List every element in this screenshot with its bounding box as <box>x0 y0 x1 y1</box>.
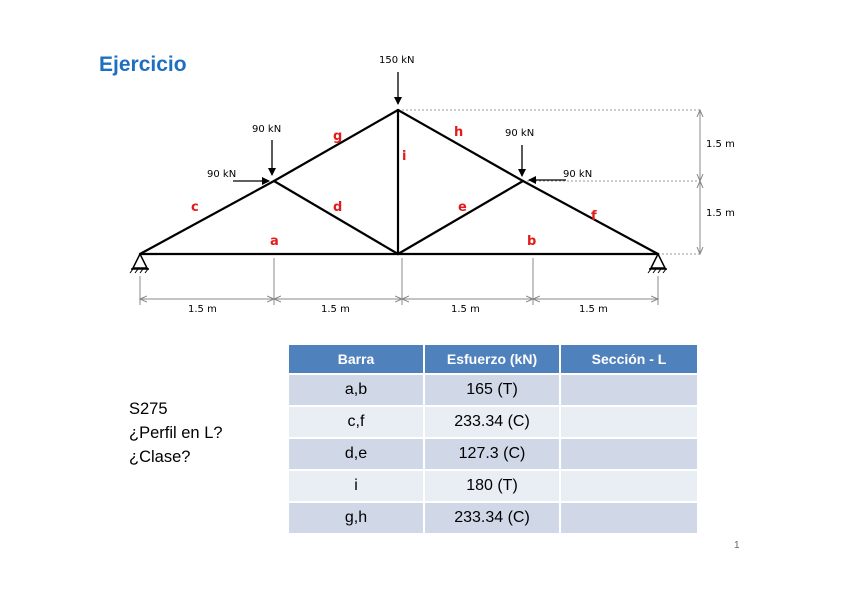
bar-label-c: c <box>191 200 199 215</box>
cell-section[interactable] <box>560 438 697 470</box>
cell-bar: i <box>289 470 424 502</box>
cell-force: 127.3 (C) <box>424 438 560 470</box>
member-h <box>398 110 523 181</box>
bar-label-d: d <box>333 200 343 215</box>
table-row <box>289 470 697 502</box>
note-profile-question: ¿Perfil en L? <box>129 424 223 442</box>
cell-bar: c,f <box>289 406 424 438</box>
bar-label-i: i <box>402 149 407 164</box>
support-left-icon <box>130 254 149 273</box>
bar-label-e: e <box>458 200 467 215</box>
cell-force: 233.34 (C) <box>424 502 560 533</box>
load-left-vertical-label: 90 kN <box>252 124 282 135</box>
load-top-label: 150 kN <box>379 55 415 66</box>
cell-bar: g,h <box>289 502 424 533</box>
member-d <box>274 181 398 254</box>
table-row <box>289 438 697 470</box>
cell-section[interactable] <box>560 406 697 438</box>
cell-force: 180 (T) <box>424 470 560 502</box>
dimension-label-vertical-lower: 1.5 m <box>706 208 735 219</box>
cell-bar: d,e <box>289 438 424 470</box>
dimension-label-2: 1.5 m <box>321 304 350 315</box>
table-row <box>289 502 697 533</box>
truss-members <box>140 110 658 254</box>
load-right-horizontal-label: 90 kN <box>563 169 593 180</box>
results-table <box>289 345 697 533</box>
table-header-row <box>289 345 697 374</box>
header-barra: Barra <box>289 345 424 374</box>
bar-label-g: g <box>333 129 343 144</box>
cell-force: 233.34 (C) <box>424 406 560 438</box>
note-class-question: ¿Clase? <box>129 448 191 466</box>
dimension-label-vertical-upper: 1.5 m <box>706 139 735 150</box>
cell-bar: a,b <box>289 374 424 406</box>
load-left-horizontal-label: 90 kN <box>207 169 237 180</box>
exercise-notes <box>129 397 223 469</box>
member-c <box>140 181 274 254</box>
header-esfuerzo: Esfuerzo (kN) <box>424 345 560 374</box>
horizontal-dimensions <box>140 258 658 305</box>
cell-force: 165 (T) <box>424 374 560 406</box>
bar-label-h: h <box>454 125 464 140</box>
cell-section[interactable] <box>560 470 697 502</box>
bar-label-f: f <box>591 209 597 224</box>
header-seccion: Sección - L <box>560 345 697 374</box>
bar-label-a: a <box>270 234 279 249</box>
dimension-label-1: 1.5 m <box>188 304 217 315</box>
cell-section[interactable] <box>560 502 697 533</box>
load-right-vertical-label: 90 kN <box>505 128 535 139</box>
support-right-icon <box>648 254 667 273</box>
member-g <box>274 110 398 181</box>
note-steel-grade: S275 <box>129 400 168 418</box>
bar-label-b: b <box>527 234 537 249</box>
page-title: Ejercicio <box>99 53 187 76</box>
table-row <box>289 374 697 406</box>
dimension-label-4: 1.5 m <box>579 304 608 315</box>
cell-section[interactable] <box>560 374 697 406</box>
table-row <box>289 406 697 438</box>
dimension-label-3: 1.5 m <box>451 304 480 315</box>
page-number: 1 <box>734 540 740 551</box>
member-e <box>398 181 523 254</box>
